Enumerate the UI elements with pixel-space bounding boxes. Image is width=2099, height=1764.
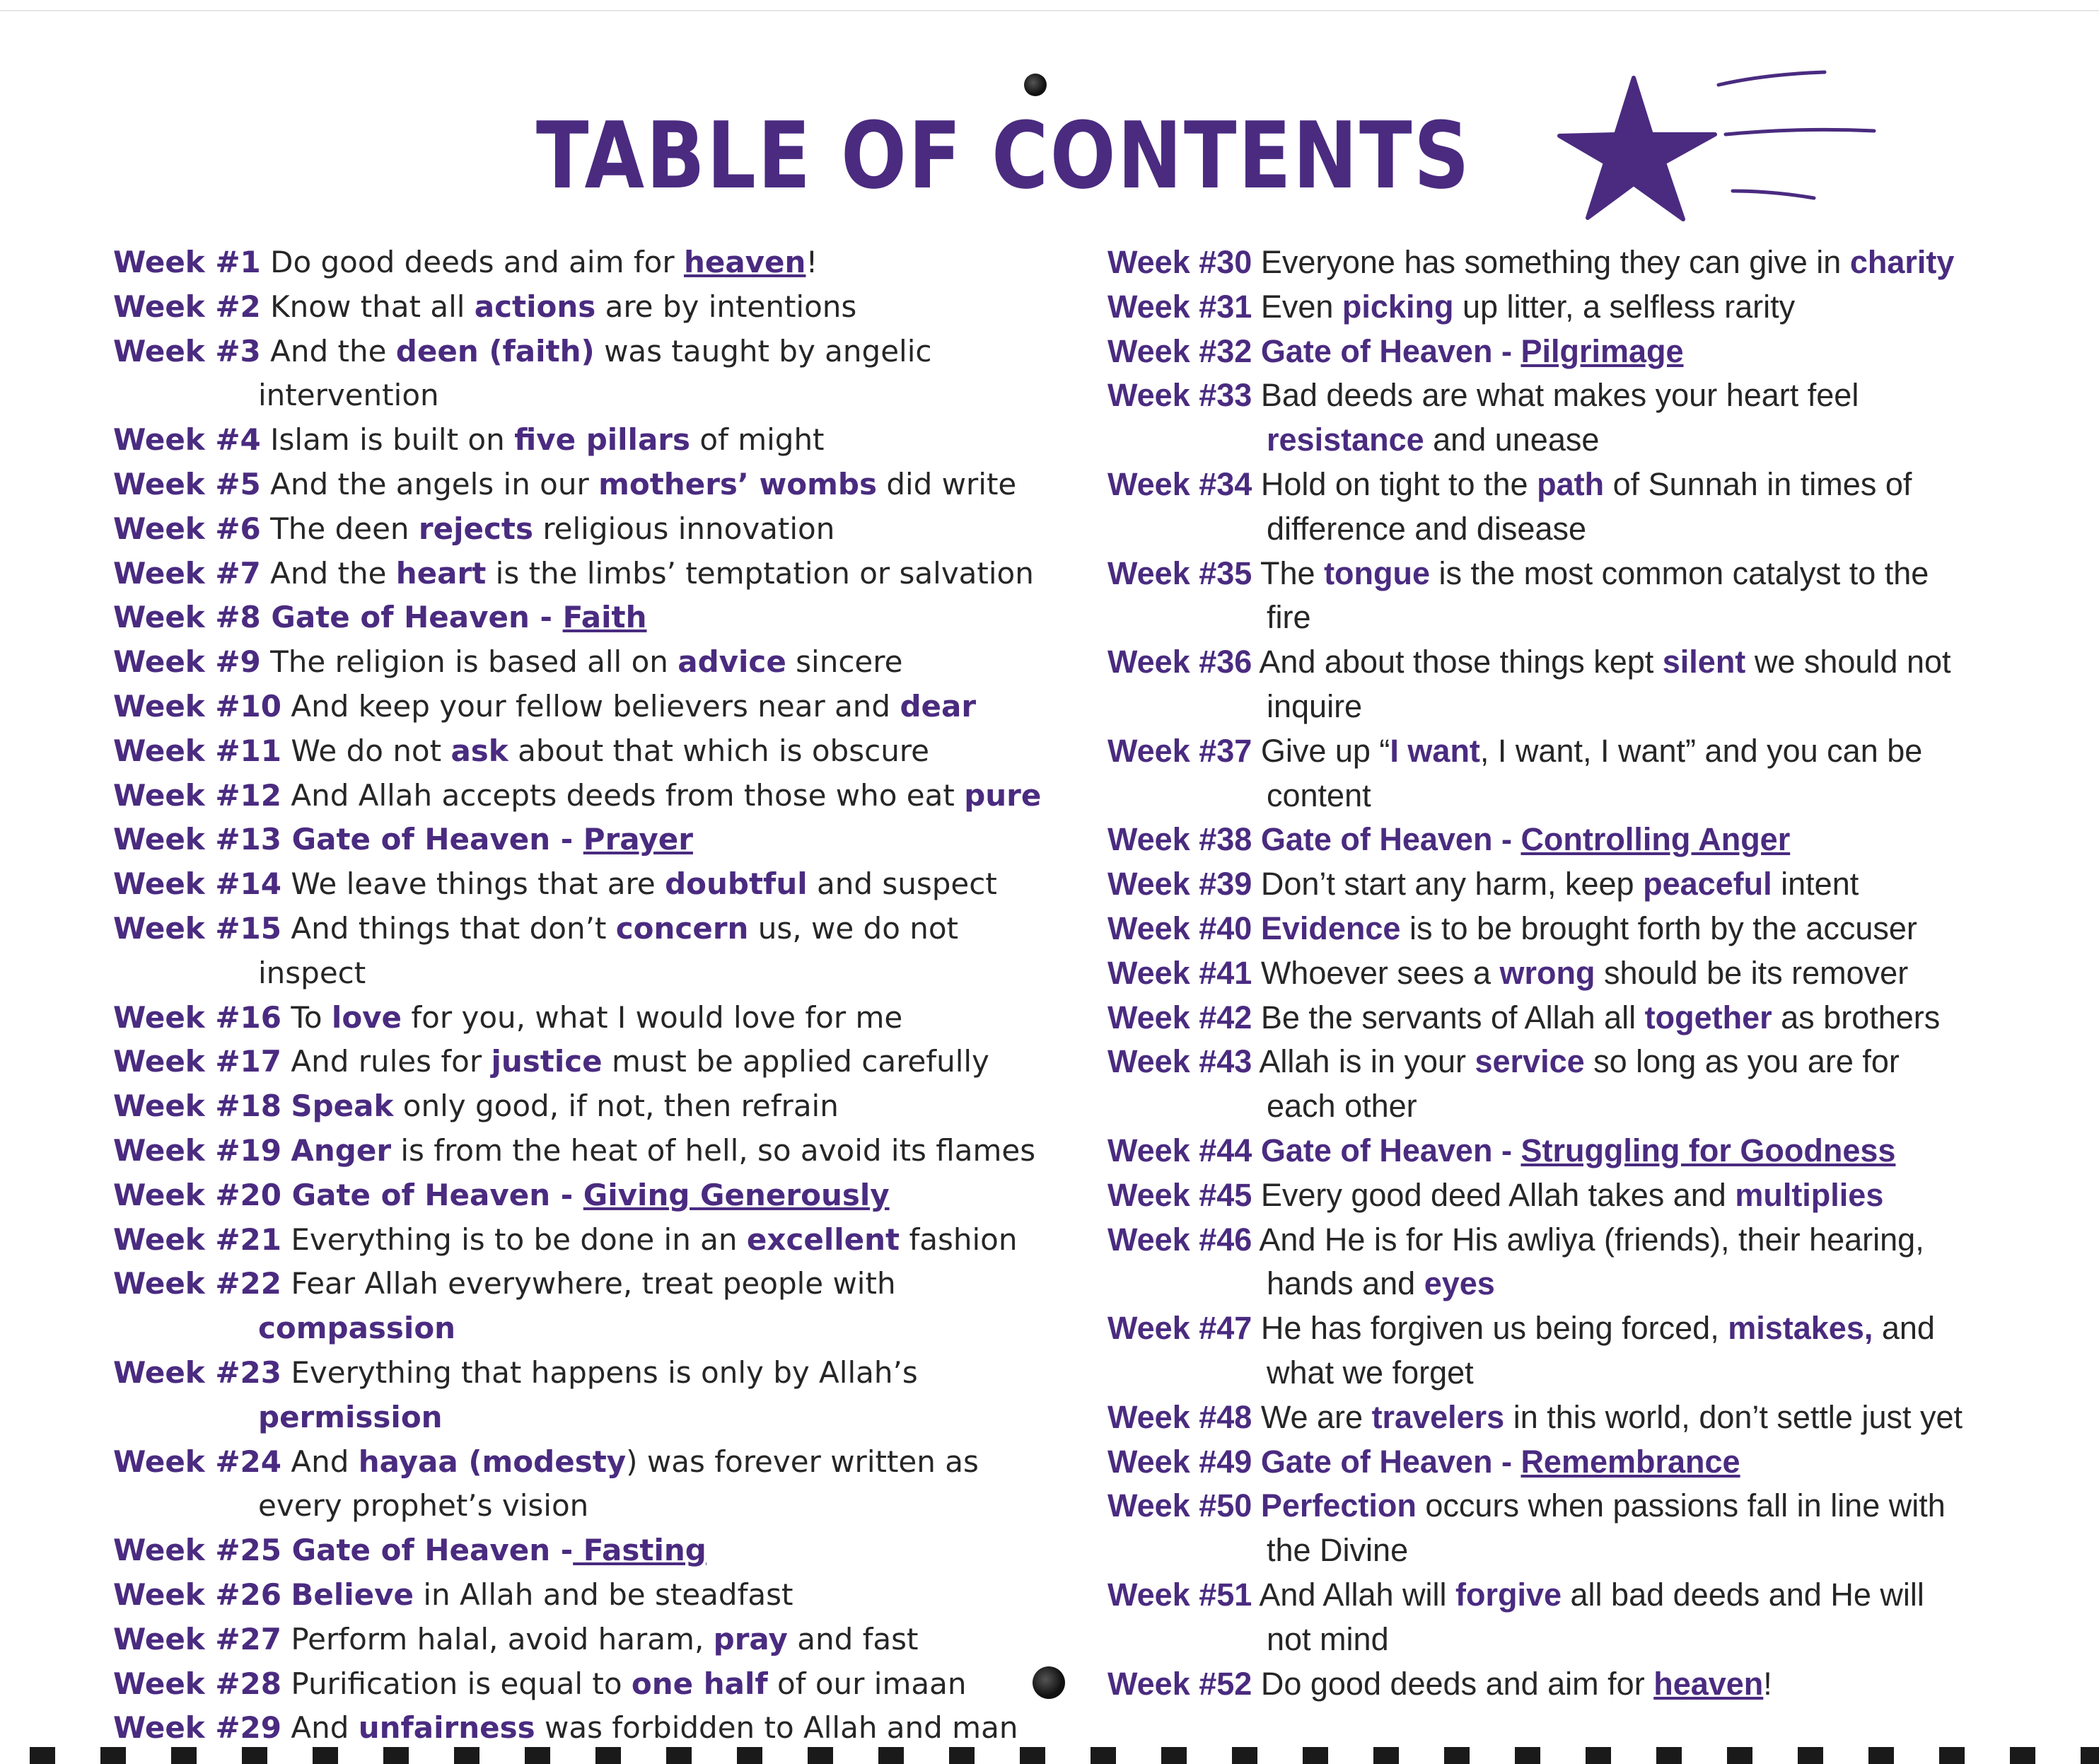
toc-entry	[113, 729, 1054, 774]
toc-entry	[1107, 862, 2076, 907]
highlighted-keyword: mothers’ wombs	[598, 466, 877, 501]
entry-text: Don’t start any harm, keep	[1252, 866, 1644, 903]
entry-text	[281, 1133, 291, 1168]
highlighted-keyword: Speak	[291, 1089, 394, 1124]
toc-entry	[113, 463, 1054, 507]
highlighted-keyword: hayaa (modesty	[358, 1444, 627, 1479]
week-number: Week #11	[113, 733, 281, 768]
entry-text: We leave things that are	[281, 866, 665, 902]
entry-continuation	[113, 1395, 1054, 1440]
week-number: Week #45	[1107, 1176, 1252, 1213]
toc-entry	[1107, 818, 2076, 862]
toc-entry	[113, 1706, 1054, 1751]
entry-text: and fast	[787, 1621, 919, 1656]
toc-entry	[1107, 1173, 2076, 1218]
entry-continuation	[1107, 596, 2076, 640]
entry-text: and suspect	[807, 866, 997, 902]
highlighted-keyword: Gate of Heaven -	[1252, 821, 1521, 858]
toc-entry	[113, 1573, 1054, 1618]
right-column	[1107, 240, 2076, 1706]
week-number: Week #42	[1107, 999, 1252, 1035]
left-column	[113, 240, 1054, 1751]
week-number: Week #23	[113, 1354, 281, 1390]
entry-text: !	[1763, 1665, 1772, 1702]
highlighted-keyword: heart	[395, 555, 487, 591]
week-number: Week #18	[113, 1089, 281, 1124]
underlined-keyword: heaven	[683, 245, 806, 279]
highlighted-keyword: one half	[631, 1666, 768, 1701]
toc-entry	[1107, 1306, 2076, 1395]
week-number: Week #15	[113, 910, 281, 946]
toc-entry	[113, 1262, 1054, 1351]
toc-entry	[113, 1040, 1054, 1084]
entry-text	[1252, 1487, 1261, 1524]
entry-text: Do good deeds and aim for	[260, 245, 684, 279]
highlighted-keyword: multiplies	[1735, 1176, 1884, 1213]
toc-entry	[1107, 463, 2076, 552]
highlighted-keyword: excellent	[746, 1222, 900, 1257]
entry-text: every prophet’s vision	[258, 1488, 589, 1524]
entry-text: Give up “	[1252, 732, 1390, 769]
toc-entry	[1107, 951, 2076, 996]
entry-text: is the most common catalyst to the	[1430, 555, 1929, 591]
highlighted-keyword: travelers	[1371, 1398, 1505, 1435]
entry-text: only good, if not, then refrain	[393, 1089, 839, 1124]
toc-entry	[113, 285, 1054, 330]
toc-entry	[113, 1528, 1054, 1573]
entry-text: us, we do not	[748, 910, 959, 946]
toc-entry	[113, 685, 1054, 729]
week-number: Week #7	[113, 555, 261, 591]
entry-text: To	[281, 999, 332, 1035]
toc-entry	[113, 818, 1054, 862]
week-number: Week #16	[113, 999, 281, 1035]
toc-entry	[113, 1351, 1054, 1440]
week-number: Week #41	[1107, 954, 1252, 991]
week-number: Week #46	[1107, 1221, 1252, 1258]
entry-continuation	[1107, 418, 2076, 463]
entry-text: for you, what I would love for me	[402, 999, 903, 1035]
entry-continuation	[1107, 1351, 2076, 1395]
entry-continuation	[1107, 1528, 2076, 1573]
toc-entry	[113, 774, 1054, 818]
entry-text: did write	[876, 466, 1017, 501]
entry-text: Everything is to be done in an	[281, 1222, 747, 1257]
toc-entry	[113, 1173, 1054, 1218]
entry-text: and	[1873, 1310, 1935, 1347]
week-number: Week #13	[113, 822, 281, 857]
underlined-keyword: Prayer	[583, 822, 693, 857]
highlighted-keyword: advice	[678, 644, 786, 680]
entry-text: And about those things kept	[1252, 644, 1663, 680]
entry-text: And rules for	[281, 1044, 492, 1079]
week-number: Week #25	[113, 1533, 281, 1568]
entry-text: And He is for His awliya (friends), their hearing,	[1252, 1221, 1924, 1258]
highlighted-keyword: picking	[1342, 288, 1454, 325]
entry-text: fashion	[900, 1222, 1018, 1257]
entry-text: intent	[1772, 866, 1859, 903]
toc-entry	[1107, 996, 2076, 1040]
entry-continuation	[113, 1306, 1054, 1351]
toc-entry	[113, 862, 1054, 907]
highlighted-keyword: silent	[1662, 644, 1746, 680]
underlined-keyword: Fasting	[573, 1533, 707, 1568]
entry-continuation	[113, 1484, 1054, 1528]
entry-text: must be applied carefully	[602, 1044, 989, 1079]
toc-entry	[113, 1084, 1054, 1129]
toc-entry	[1107, 1573, 2076, 1662]
highlighted-keyword: rejects	[418, 511, 533, 546]
entry-text: Know that all	[260, 289, 475, 324]
toc-entry	[1107, 552, 2076, 641]
toc-entry	[1107, 907, 2076, 951]
toc-entry	[113, 418, 1054, 463]
entry-text: Islam is built on	[260, 422, 515, 458]
highlighted-keyword: Gate of Heaven -	[1252, 332, 1521, 369]
underlined-keyword: Struggling for Goodness	[1521, 1132, 1896, 1168]
toc-entry	[113, 996, 1054, 1040]
underlined-keyword: Remembrance	[1521, 1443, 1740, 1480]
entry-text: ) was forever written as	[626, 1444, 979, 1479]
highlighted-keyword: pure	[964, 777, 1042, 813]
week-number: Week #37	[1107, 732, 1252, 769]
highlighted-keyword: actions	[474, 289, 596, 324]
entry-text: and unease	[1424, 422, 1600, 458]
entry-text: And things that don’t	[281, 910, 616, 946]
week-number: Week #2	[113, 289, 261, 324]
entry-text: occurs when passions fall in line with	[1416, 1487, 1946, 1524]
toc-entry	[1107, 1662, 2076, 1707]
entry-continuation	[1107, 685, 2076, 729]
week-number: Week #52	[1107, 1665, 1252, 1702]
entry-text: are by intentions	[595, 289, 857, 324]
page-title: TABLE OF CONTENTS	[536, 102, 1472, 209]
entry-text: , I want, I want” and you can be	[1479, 732, 1923, 769]
entry-text: of Sunnah in times of	[1604, 465, 1912, 502]
entry-text: And the	[260, 333, 396, 369]
entry-text: The deen	[260, 511, 419, 546]
week-number: Week #36	[1107, 644, 1252, 680]
highlighted-keyword: wrong	[1499, 954, 1595, 991]
week-number: Week #27	[113, 1621, 281, 1656]
toc-entry	[113, 1440, 1054, 1529]
entry-text: sincere	[786, 644, 903, 680]
week-number: Week #1	[113, 245, 261, 279]
entry-text: And the	[260, 555, 396, 591]
highlighted-keyword: five pillars	[514, 422, 691, 458]
week-number: Week #32	[1107, 332, 1252, 369]
toc-entry	[113, 330, 1054, 419]
underlined-keyword: Giving Generously	[583, 1177, 890, 1212]
entry-continuation	[113, 951, 1054, 996]
week-number: Week #40	[1107, 910, 1252, 946]
toc-entry	[1107, 330, 2076, 374]
entry-text	[1252, 910, 1261, 946]
highlighted-keyword: dear	[900, 688, 977, 724]
week-number: Week #47	[1107, 1310, 1252, 1347]
toc-entry	[1107, 373, 2076, 463]
highlighted-keyword: charity	[1849, 244, 1955, 280]
entry-text: in Allah and be steadfast	[414, 1577, 793, 1612]
highlighted-keyword: doubtful	[665, 866, 808, 902]
entry-text: intervention	[258, 378, 439, 413]
underlined-keyword: Pilgrimage	[1521, 332, 1684, 369]
toc-entry	[1107, 1395, 2076, 1440]
entry-text: !	[806, 245, 818, 279]
entry-continuation	[1107, 1084, 2076, 1129]
week-number: Week #6	[113, 511, 261, 546]
week-number: Week #49	[1107, 1443, 1252, 1480]
toc-entry	[1107, 729, 2076, 818]
entry-text: so long as you are for	[1584, 1043, 1900, 1080]
entry-text: was forbidden to Allah and man	[535, 1710, 1018, 1746]
week-number: Week #39	[1107, 866, 1252, 903]
week-number: Week #8	[113, 600, 261, 635]
highlighted-keyword: path	[1537, 465, 1605, 502]
highlighted-keyword: resistance	[1267, 422, 1424, 458]
week-number: Week #24	[113, 1444, 281, 1479]
entry-continuation	[1107, 1618, 2076, 1662]
entry-text: Purification is equal to	[281, 1666, 632, 1701]
week-number: Week #50	[1107, 1487, 1252, 1524]
highlighted-keyword: service	[1475, 1043, 1585, 1080]
highlighted-keyword: Gate of Heaven -	[1252, 1443, 1521, 1480]
underlined-keyword: heaven	[1653, 1665, 1764, 1702]
entry-text: as brothers	[1772, 999, 1941, 1035]
toc-entry	[1107, 1129, 2076, 1173]
toc-entry	[113, 240, 1054, 285]
week-number: Week #5	[113, 466, 261, 501]
week-number: Week #43	[1107, 1043, 1252, 1080]
entry-text: We are	[1252, 1398, 1372, 1435]
highlighted-keyword: unfairness	[358, 1710, 535, 1746]
highlighted-keyword: permission	[258, 1399, 443, 1434]
entry-text: hands and	[1267, 1265, 1424, 1302]
entry-text: The	[1252, 555, 1325, 591]
entry-text: fire	[1267, 599, 1311, 636]
toc-entry	[1107, 640, 2076, 729]
week-number: Week #9	[113, 644, 261, 680]
highlighted-keyword: Gate of Heaven -	[281, 1177, 583, 1212]
entry-text: And	[281, 1710, 359, 1746]
week-number: Week #48	[1107, 1398, 1252, 1435]
entry-text: Perform halal, avoid haram,	[281, 1621, 714, 1656]
toc-entry	[1107, 285, 2076, 330]
entry-text: Even	[1252, 288, 1342, 325]
entry-text: difference and disease	[1267, 510, 1586, 547]
highlighted-keyword: deen (faith)	[395, 333, 595, 369]
entry-continuation	[1107, 507, 2076, 552]
highlighted-keyword: concern	[615, 910, 749, 946]
entry-text: And Allah will	[1252, 1576, 1455, 1613]
toc-entry	[1107, 240, 2076, 285]
highlighted-keyword: ask	[450, 733, 508, 768]
entry-text: inquire	[1267, 687, 1363, 724]
entry-text: the Divine	[1267, 1532, 1409, 1569]
shooting-star-icon	[1545, 57, 1927, 240]
highlighted-keyword: mistakes,	[1728, 1310, 1873, 1347]
entry-text: And Allah accepts deeds from those who eat	[281, 777, 965, 813]
week-number: Week #35	[1107, 555, 1252, 591]
entry-text: Everything that happens is only by Allah’s	[281, 1354, 918, 1390]
week-number: Week #29	[113, 1710, 281, 1746]
entry-text: And keep your fellow believers near and	[281, 688, 900, 724]
entry-text: He has forgiven us being forced,	[1252, 1310, 1728, 1347]
entry-text	[281, 1577, 291, 1612]
entry-text: we should not	[1745, 644, 1951, 680]
entry-text: religious innovation	[533, 511, 835, 546]
entry-continuation	[1107, 774, 2076, 818]
entry-text: Everyone has something they can give in	[1252, 244, 1850, 280]
entry-text: should be its remover	[1595, 954, 1909, 991]
highlighted-keyword: Gate of Heaven -	[281, 822, 583, 857]
toc-entry	[113, 1129, 1054, 1173]
highlighted-keyword: Gate of Heaven -	[1252, 1132, 1521, 1168]
week-number: Week #38	[1107, 821, 1252, 858]
entry-text: inspect	[258, 955, 366, 990]
entry-text: is from the heat of hell, so avoid its flames	[391, 1132, 1036, 1168]
week-number: Week #51	[1107, 1576, 1252, 1613]
week-number: Week #17	[113, 1044, 281, 1079]
entry-text: is the limbs’ temptation or salvation	[486, 555, 1034, 591]
week-number: Week #44	[1107, 1132, 1252, 1168]
highlighted-keyword: Perfection	[1260, 1487, 1417, 1524]
highlighted-keyword: Evidence	[1260, 910, 1401, 946]
toc-entry	[113, 552, 1054, 596]
entry-text: about that which is obscure	[508, 733, 929, 768]
week-number: Week #4	[113, 422, 261, 458]
entry-text	[281, 1089, 291, 1123]
toc-entry	[1107, 1218, 2076, 1307]
entry-text: Whoever sees a	[1252, 954, 1500, 991]
highlighted-keyword: Gate of Heaven -	[281, 1533, 574, 1568]
toc-entry	[1107, 1484, 2076, 1573]
highlighted-keyword: I want	[1390, 732, 1480, 769]
entry-continuation	[113, 373, 1054, 418]
week-number: Week #21	[113, 1222, 281, 1257]
entry-text: Hold on tight to the	[1252, 465, 1537, 502]
entry-text: of our imaan	[767, 1666, 967, 1701]
entry-text: Allah is in your	[1252, 1043, 1475, 1080]
entry-continuation	[1107, 1262, 2076, 1306]
entry-text: of might	[690, 422, 825, 458]
entry-text: Bad deeds are what makes your heart feel	[1252, 377, 1859, 414]
entry-text: content	[1267, 777, 1371, 813]
week-number: Week #30	[1107, 244, 1252, 280]
toc-entry	[1107, 1440, 2076, 1485]
entry-text: The religion is based all on	[260, 644, 678, 680]
entry-text: And the angels in our	[260, 466, 599, 501]
entry-text: all bad deeds and He will	[1562, 1576, 1924, 1613]
week-number: Week #31	[1107, 288, 1252, 325]
toc-entry	[113, 596, 1054, 640]
entry-text: each other	[1267, 1088, 1417, 1125]
highlighted-keyword: eyes	[1424, 1265, 1495, 1302]
highlighted-keyword: pray	[713, 1621, 788, 1656]
highlighted-keyword: forgive	[1455, 1576, 1562, 1613]
toc-entry	[113, 1662, 1054, 1707]
toc-entry	[113, 507, 1054, 552]
entry-text: what we forget	[1267, 1354, 1474, 1391]
week-number: Week #20	[113, 1177, 281, 1212]
entry-text: Every good deed Allah takes and	[1252, 1176, 1735, 1213]
highlighted-keyword: Gate of Heaven -	[260, 600, 563, 635]
underlined-keyword: Controlling Anger	[1521, 821, 1791, 858]
highlighted-keyword: Anger	[291, 1132, 392, 1168]
highlighted-keyword: peaceful	[1643, 866, 1772, 903]
week-number: Week #19	[113, 1132, 281, 1168]
week-number: Week #12	[113, 777, 281, 813]
entry-text: not mind	[1267, 1620, 1389, 1657]
highlighted-keyword: Believe	[291, 1577, 414, 1612]
entry-text: was taught by angelic	[594, 333, 932, 369]
toc-entry	[113, 1218, 1054, 1263]
highlighted-keyword: love	[331, 999, 402, 1035]
week-number: Week #10	[113, 688, 281, 724]
week-number: Week #22	[113, 1266, 281, 1301]
entry-text: We do not	[281, 733, 451, 768]
underlined-keyword: Faith	[562, 600, 647, 635]
toc-entry	[113, 1618, 1054, 1662]
entry-text: Be the servants of Allah all	[1252, 999, 1645, 1035]
week-number: Week #3	[113, 333, 261, 369]
highlighted-keyword: tongue	[1324, 555, 1431, 591]
entry-text: up litter, a selfless rarity	[1453, 288, 1796, 325]
toc-entry	[113, 907, 1054, 996]
week-number: Week #14	[113, 866, 281, 902]
highlighted-keyword: compassion	[258, 1311, 456, 1346]
week-number: Week #33	[1107, 377, 1252, 414]
entry-text: And	[281, 1444, 359, 1479]
week-number: Week #34	[1107, 465, 1252, 502]
entry-text: Fear Allah everywhere, treat people with	[281, 1266, 896, 1301]
week-number: Week #26	[113, 1577, 281, 1612]
entry-text: in this world, don’t settle just yet	[1504, 1398, 1963, 1435]
page-edge	[0, 10, 2099, 11]
highlighted-keyword: together	[1644, 999, 1772, 1035]
punch-hole	[1024, 74, 1047, 96]
toc-entry	[113, 640, 1054, 685]
entry-text: Do good deeds and aim for	[1252, 1665, 1654, 1702]
toc-entry	[1107, 1040, 2076, 1129]
highlighted-keyword: justice	[491, 1044, 603, 1079]
spiral-binding	[0, 1747, 2099, 1764]
entry-text: is to be brought forth by the accuser	[1400, 910, 1917, 946]
week-number: Week #28	[113, 1666, 281, 1701]
